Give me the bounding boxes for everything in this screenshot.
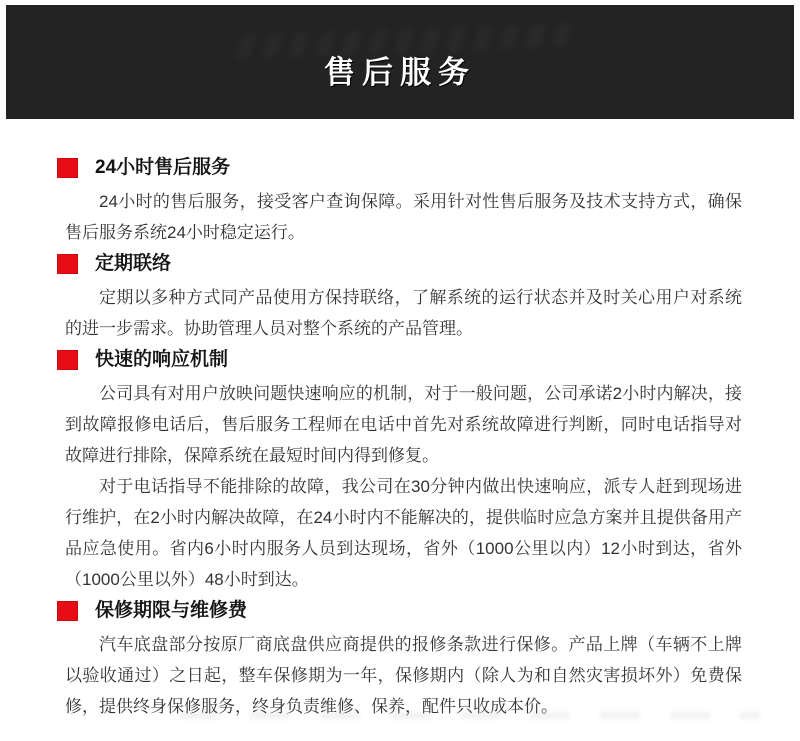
page-header bbox=[6, 5, 794, 119]
section-24h-service bbox=[57, 156, 742, 248]
red-square-bullet-icon bbox=[57, 601, 78, 621]
section-heading-row bbox=[57, 252, 742, 276]
bottom-watermark bbox=[180, 712, 760, 719]
red-square-bullet-icon bbox=[57, 254, 78, 274]
section-warranty bbox=[57, 599, 742, 722]
section-heading: 保修期限与维修费 bbox=[95, 600, 248, 621]
section-heading: 快速的响应机制 bbox=[95, 349, 229, 370]
section-paragraph: 24小时的售后服务，接受客户查询保障。采用针对性售后服务及技术支持方式，确保售后服务系统24小时稳定运行。 bbox=[65, 192, 742, 242]
section-regular-contact bbox=[57, 252, 742, 344]
section-heading: 24小时售后服务 bbox=[95, 157, 231, 178]
section-paragraph: 公司具有对用户放映问题快速响应的机制，对于一般问题，公司承诺2小时内解决，接到故障报修电话后，售后服务工程师在电话中首先对系统故障进行判断，同时电话指导对故障进行排除，保障系统在最短时间内得到修复。 bbox=[65, 384, 742, 465]
section-paragraph: 对于电话指导不能排除的故障，我公司在30分钟内做出快速响应，派专人赶到现场进行维护，在2小时内解决故障，在24小时内不能解决的，提供临时应急方案并且提供备用产品应急使用。省内6小时内服务人员到达现场，省外（1000公里以内）12小时到达，省外（1000公里以外）48小时到达。 bbox=[65, 477, 742, 589]
section-paragraph: 汽车底盘部分按原厂商底盘供应商提供的报修条款进行保修。产品上牌（车辆不上牌以验收通过）之日起，整车保修期为一年，保修期内（除人为和自然灾害损坏外）免费保修，提供终身保修服务，终身负责维修、保养，配件只收成本价。 bbox=[65, 635, 742, 716]
section-heading: 定期联络 bbox=[95, 253, 172, 274]
page-title: 售后服务 bbox=[324, 54, 476, 90]
red-square-bullet-icon bbox=[57, 350, 78, 370]
red-square-bullet-icon bbox=[57, 158, 78, 178]
content-area bbox=[0, 119, 800, 722]
section-fast-response bbox=[57, 348, 742, 595]
section-heading-row bbox=[57, 156, 742, 180]
section-heading-row bbox=[57, 348, 742, 372]
section-paragraph: 定期以多种方式同产品使用方保持联络，了解系统的运行状态并及时关心用户对系统的进一步需求。协助管理人员对整个系统的产品管理。 bbox=[65, 288, 742, 338]
section-heading-row bbox=[57, 599, 742, 623]
